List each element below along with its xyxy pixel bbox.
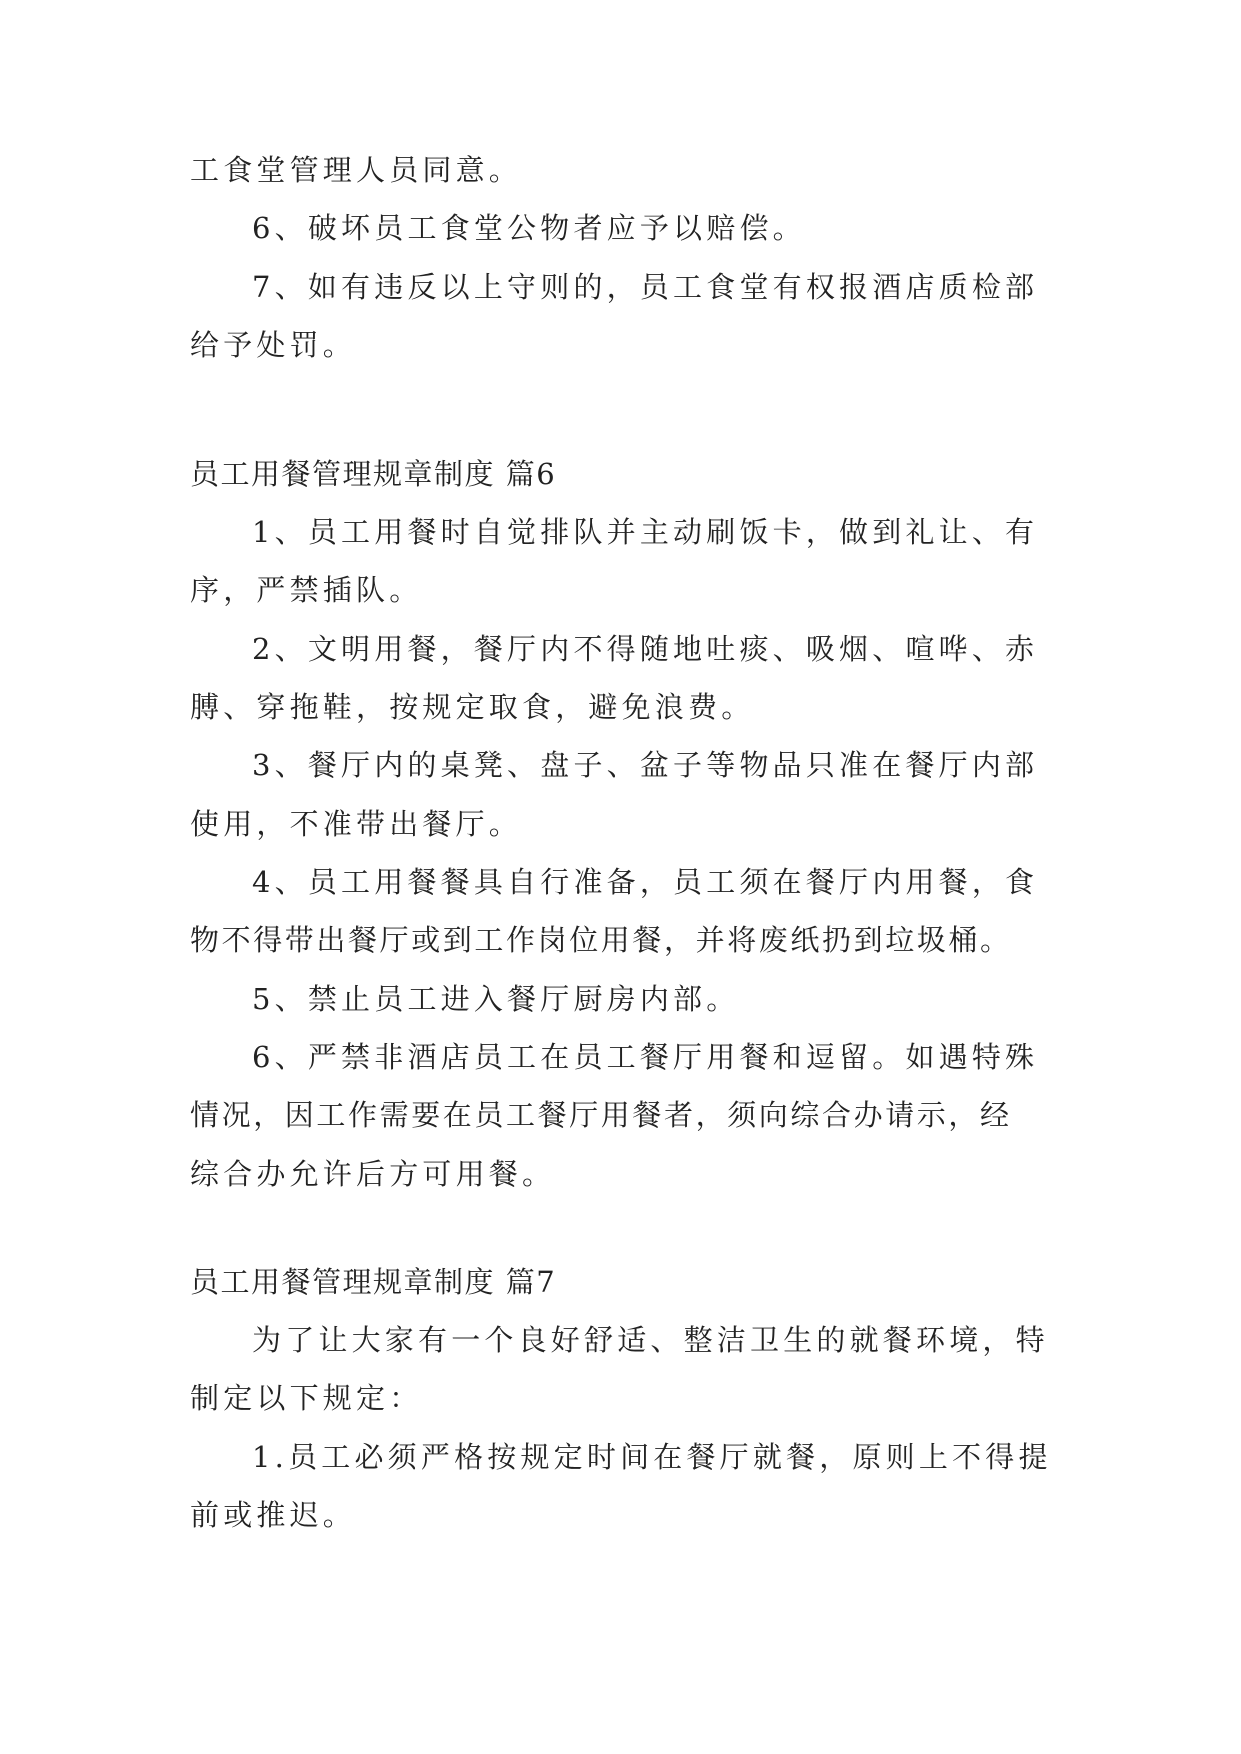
section-heading: 员工用餐管理规章制度 篇6	[190, 457, 557, 491]
paragraph-line: 6、破坏员工食堂公物者应予以赔偿。	[252, 211, 806, 245]
section-heading: 员工用餐管理规章制度 篇7	[190, 1265, 557, 1299]
paragraph-line: 1、员工用餐时自觉排队并主动刷饭卡，做到礼让、有	[252, 515, 1039, 549]
paragraph-line: 3、餐厅内的桌凳、盘子、盆子等物品只准在餐厅内部	[252, 748, 1039, 782]
paragraph-line: 为了让大家有一个良好舒适、整洁卫生的就餐环境，特	[252, 1323, 1049, 1357]
paragraph-line: 前或推迟。	[190, 1498, 357, 1532]
paragraph-line: 情况，因工作需要在员工餐厅用餐者，须向综合办请示，经	[190, 1098, 1012, 1132]
paragraph-line: 膊、穿拖鞋，按规定取食，避免浪费。	[190, 690, 755, 724]
paragraph-line: 6、严禁非酒店员工在员工餐厅用餐和逗留。如遇特殊	[252, 1040, 1039, 1074]
paragraph-line: 制定以下规定：	[190, 1381, 423, 1415]
paragraph-line: 5、禁止员工进入餐厅厨房内部。	[252, 982, 740, 1016]
paragraph-line: 序，严禁插队。	[190, 573, 423, 607]
paragraph-line: 2、文明用餐，餐厅内不得随地吐痰、吸烟、喧哗、赤	[252, 632, 1039, 666]
paragraph-line: 1.员工必须严格按规定时间在餐厅就餐，原则上不得提	[252, 1440, 1052, 1474]
paragraph-line: 7、如有违反以上守则的，员工食堂有权报酒店质检部	[252, 270, 1039, 304]
paragraph-line: 物不得带出餐厅或到工作岗位用餐，并将废纸扔到垃圾桶。	[190, 923, 1012, 957]
paragraph-line: 4、员工用餐餐具自行准备，员工须在餐厅内用餐，食	[252, 865, 1039, 899]
paragraph-line: 综合办允许后方可用餐。	[190, 1157, 556, 1191]
paragraph-line: 工食堂管理人员同意。	[190, 153, 523, 187]
paragraph-line: 使用，不准带出餐厅。	[190, 807, 523, 841]
paragraph-line: 给予处罚。	[190, 328, 357, 362]
